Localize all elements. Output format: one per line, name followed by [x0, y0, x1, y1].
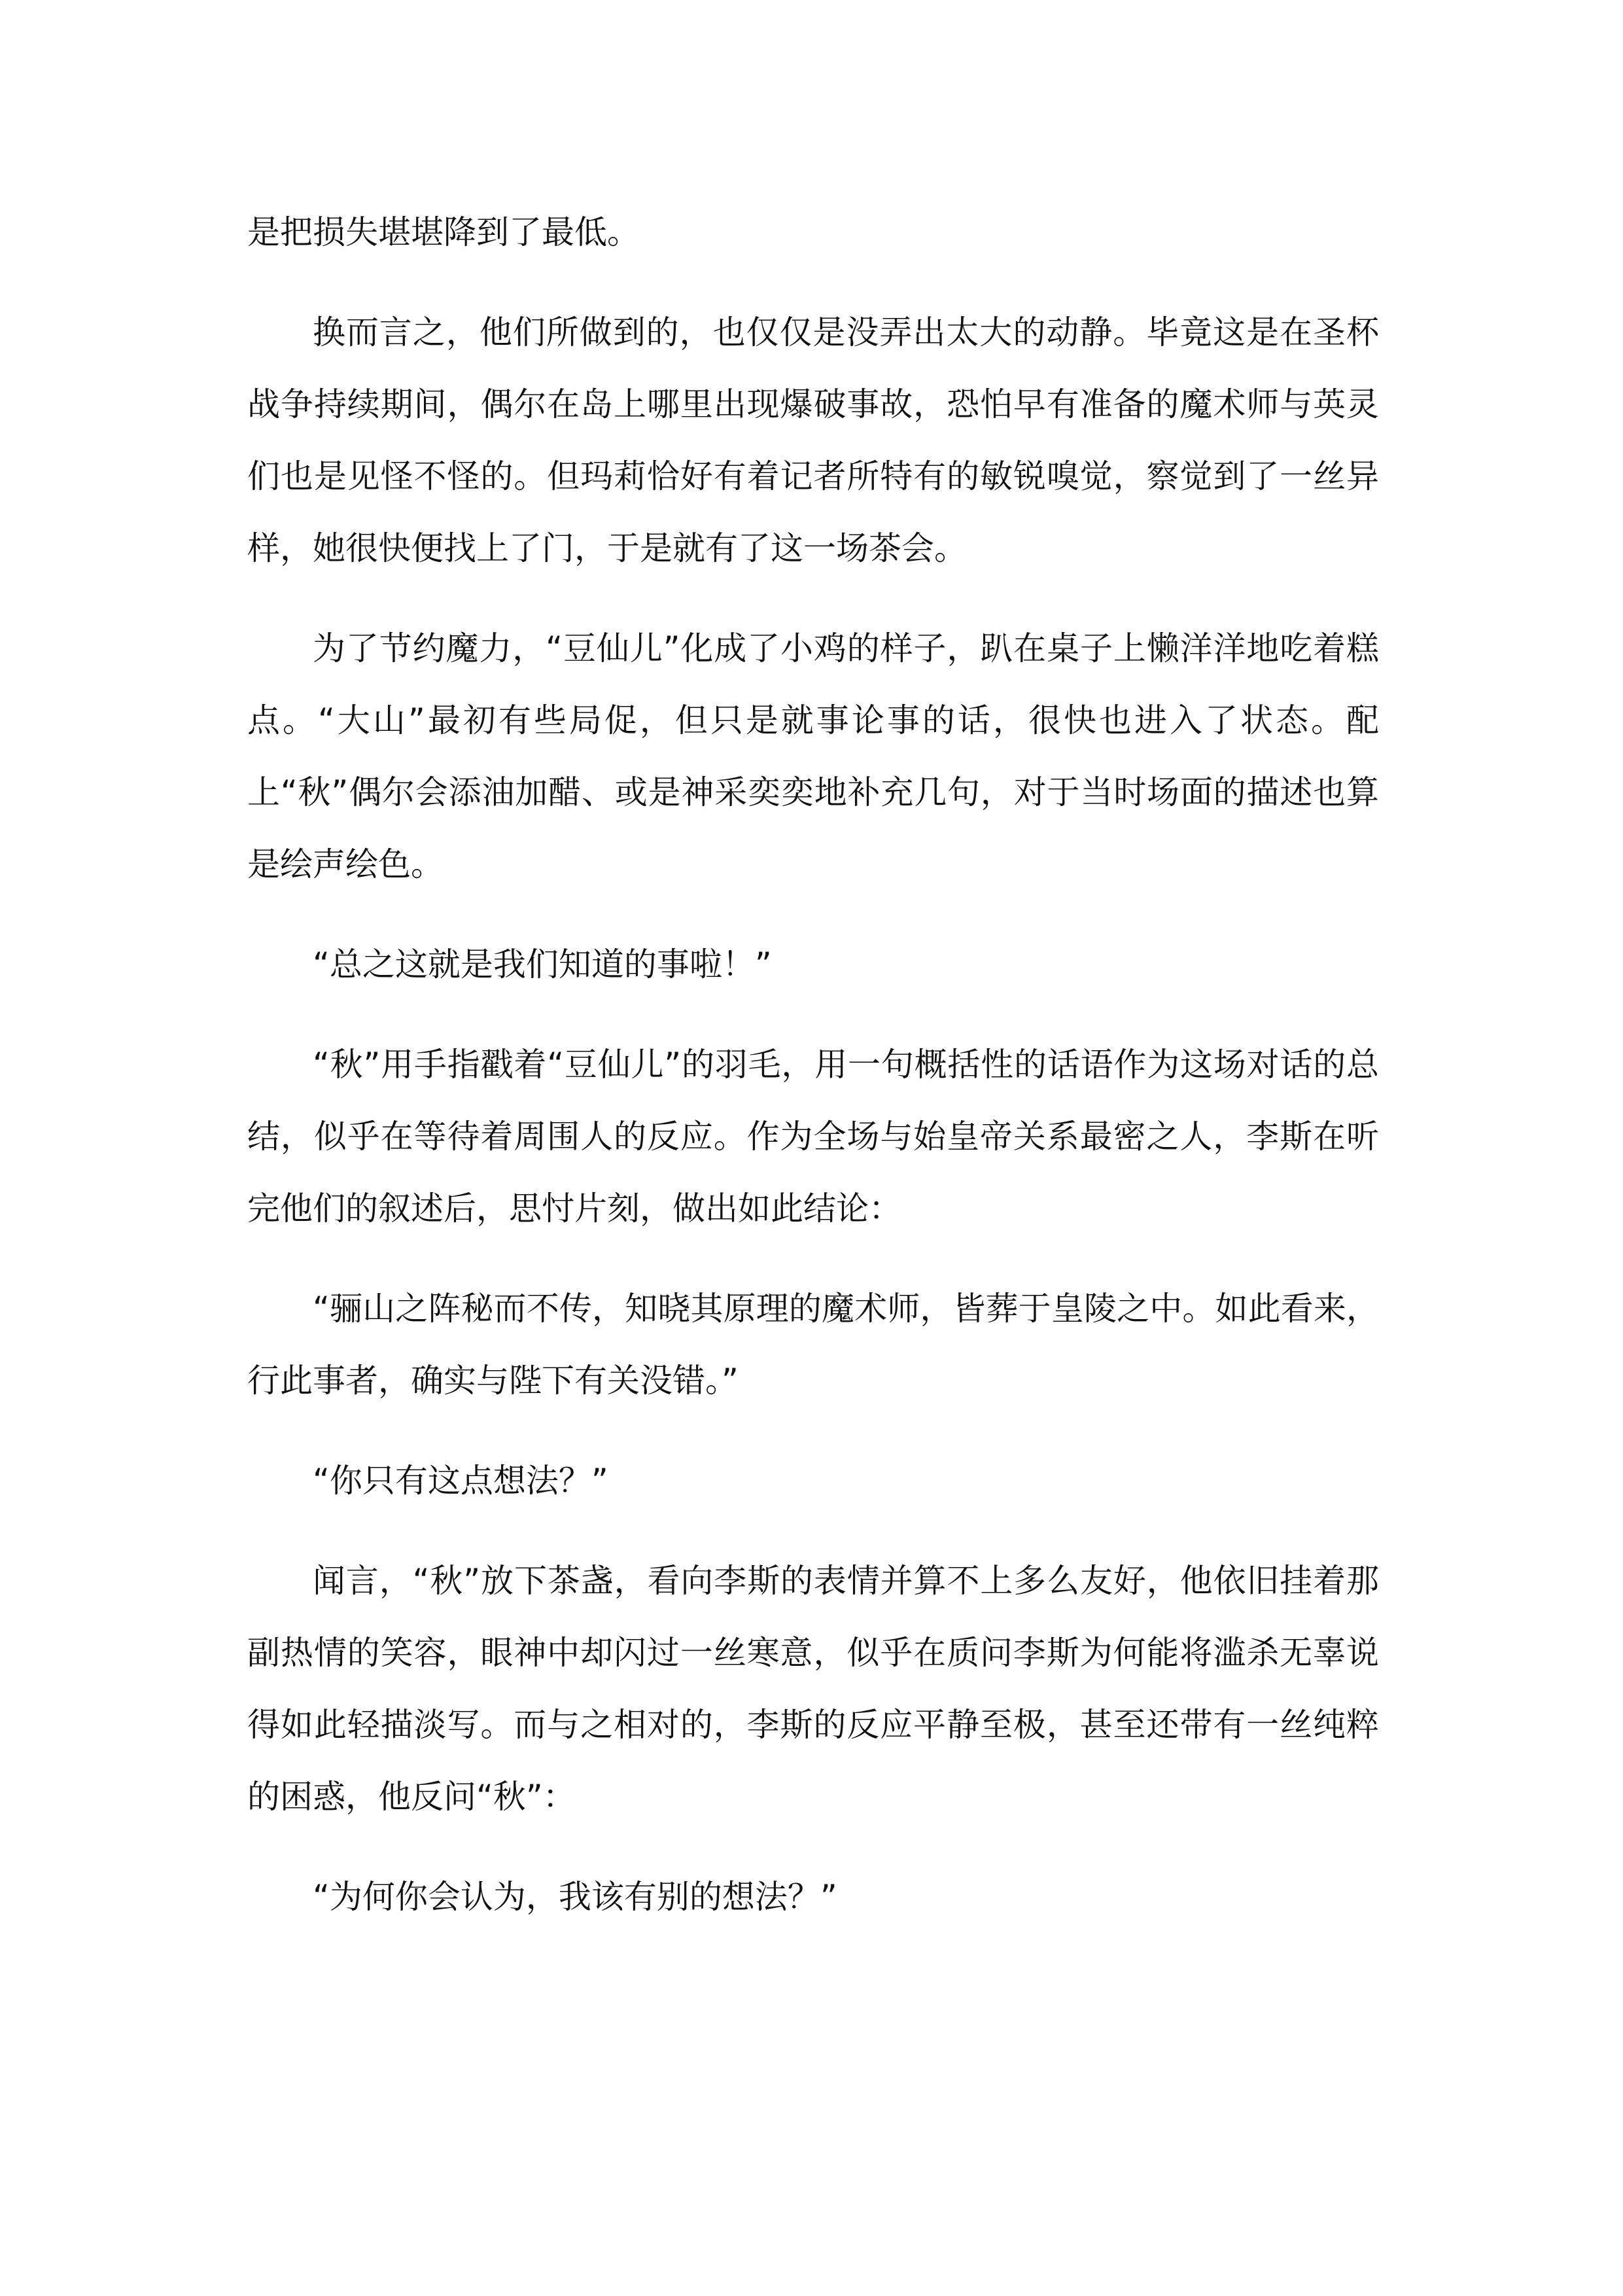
paragraph-continuation: 是把损失堪堪降到了最低。: [247, 213, 640, 251]
paragraph-8: 闻言，“秋”放下茶盏，看向李斯的表情并算不上多么友好，他依旧挂着那副热情的笑容，眼神中却闪过一丝寒意，似乎在质问李斯为何能将滥杀无辜说得如此轻描淡写。而与之相对的，李斯的反应平静至极，甚至还带有一丝纯粹的困惑，他反问“秋”：: [247, 1562, 1379, 1816]
paragraph-3: 为了节约魔力，“豆仙儿”化成了小鸡的样子，趴在桌子上懒洋洋地吃着糕点。“大山”最初有些局促，但只是就事论事的话，很快也进入了状态。配上“秋”偶尔会添油加醋、或是神采奕奕地补充几句，对于当时场面的描述也算是绘声绘色。: [247, 629, 1379, 883]
paragraph-5: “秋”用手指戳着“豆仙儿”的羽毛，用一句概括性的话语作为这场对话的总结，似乎在等待着周围人的反应。作为全场与始皇帝关系最密之人，李斯在听完他们的叙述后，思忖片刻，做出如此结论：: [247, 1046, 1379, 1227]
paragraph-2: 换而言之，他们所做到的，也仅仅是没弄出太大的动静。毕竟这是在圣杯战争持续期间，偶尔在岛上哪里出现爆破事故，恐怕早有准备的魔术师与英灵们也是见怪不怪的。但玛莉恰好有着记者所特有的敏锐嗅觉，察觉到了一丝异样，她很快便找上了门，于是就有了这一场茶会。: [247, 313, 1379, 567]
dialogue-line-1: “总之这就是我们知道的事啦！”: [313, 945, 772, 983]
dialogue-line-2: “骊山之阵秘而不传，知晓其原理的魔术师，皆葬于皇陵之中。如此看来，行此事者，确实与陛下有关没错。”: [247, 1290, 1379, 1400]
body-text: [247, 196, 1379, 1961]
dialogue-line-3: “你只有这点想法？”: [313, 1462, 608, 1500]
dialogue-line-4: “为何你会认为，我该有别的想法？”: [313, 1878, 837, 1916]
